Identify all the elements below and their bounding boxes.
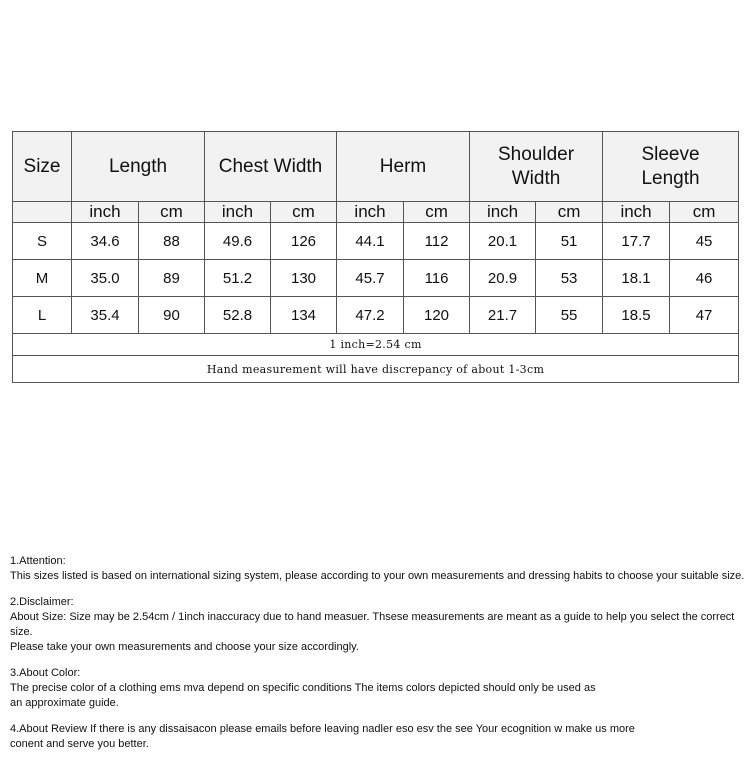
unit-cell: cm xyxy=(271,202,337,223)
header-shoulder-line1: Shoulder xyxy=(498,143,575,165)
unit-cell: inch xyxy=(72,202,139,223)
value-cell: 89 xyxy=(139,260,205,297)
unit-cell: cm xyxy=(404,202,470,223)
conversion-row xyxy=(13,334,739,356)
note-line: 4.About Review If there is any dissaisacon please emails before leaving nadler eso esv the see Your ecognition w make us more xyxy=(10,723,635,735)
header-length: Length xyxy=(72,132,205,202)
unit-cell: cm xyxy=(670,202,739,223)
table-row xyxy=(13,260,739,297)
header-sleeve-line2: Length xyxy=(641,167,700,189)
note-title: 3.About Color: xyxy=(10,667,81,679)
value-cell: 47.2 xyxy=(337,297,404,334)
value-cell: 47 xyxy=(670,297,739,334)
value-cell: 45 xyxy=(670,223,739,260)
size-label: M xyxy=(13,260,72,297)
value-cell: 46 xyxy=(670,260,739,297)
value-cell: 55 xyxy=(536,297,603,334)
size-label: S xyxy=(13,223,72,260)
conversion-note: 1 inch=2.54 cm xyxy=(13,334,739,356)
table-row xyxy=(13,297,739,334)
header-herm: Herm xyxy=(337,132,470,202)
value-cell: 120 xyxy=(404,297,470,334)
value-cell: 90 xyxy=(139,297,205,334)
value-cell: 53 xyxy=(536,260,603,297)
header-row xyxy=(13,132,739,202)
value-cell: 18.5 xyxy=(603,297,670,334)
note-about-review xyxy=(10,722,745,752)
value-cell: 21.7 xyxy=(470,297,536,334)
value-cell: 52.8 xyxy=(205,297,271,334)
note-line: Please take your own measurements and choose your size accordingly. xyxy=(10,641,359,653)
unit-cell: cm xyxy=(139,202,205,223)
value-cell: 112 xyxy=(404,223,470,260)
value-cell: 45.7 xyxy=(337,260,404,297)
header-shoulder-width xyxy=(470,132,603,202)
value-cell: 20.9 xyxy=(470,260,536,297)
value-cell: 134 xyxy=(271,297,337,334)
header-sleeve-length xyxy=(603,132,739,202)
value-cell: 35.4 xyxy=(72,297,139,334)
note-attention xyxy=(10,554,745,584)
value-cell: 34.6 xyxy=(72,223,139,260)
discrepancy-note: Hand measurement will have discrepancy of about 1-3cm xyxy=(13,356,739,383)
note-line: About Size: Size may be 2.54cm / 1inch inaccuracy due to hand measuer. Thsese measurements are meant as a guide to help you select the correct size. xyxy=(10,611,735,638)
unit-cell: cm xyxy=(536,202,603,223)
unit-cell: inch xyxy=(470,202,536,223)
value-cell: 88 xyxy=(139,223,205,260)
units-row xyxy=(13,202,739,223)
note-disclaimer xyxy=(10,595,745,655)
value-cell: 44.1 xyxy=(337,223,404,260)
header-chest-width: Chest Width xyxy=(205,132,337,202)
note-about-color xyxy=(10,666,745,711)
unit-cell: inch xyxy=(603,202,670,223)
size-label: L xyxy=(13,297,72,334)
notes-section xyxy=(10,554,745,763)
value-cell: 20.1 xyxy=(470,223,536,260)
value-cell: 51 xyxy=(536,223,603,260)
note-title: 1.Attention: xyxy=(10,555,66,567)
value-cell: 126 xyxy=(271,223,337,260)
note-line: The precise color of a clothing ems mva depend on specific conditions The items colors depicted should only be used as xyxy=(10,682,596,694)
value-cell: 51.2 xyxy=(205,260,271,297)
value-cell: 35.0 xyxy=(72,260,139,297)
value-cell: 116 xyxy=(404,260,470,297)
unit-cell: inch xyxy=(337,202,404,223)
header-shoulder-line2: Width xyxy=(511,167,561,189)
unit-cell: inch xyxy=(205,202,271,223)
value-cell: 18.1 xyxy=(603,260,670,297)
note-title: 2.Disclaimer: xyxy=(10,596,74,608)
table-row xyxy=(13,223,739,260)
value-cell: 130 xyxy=(271,260,337,297)
note-line: conent and serve you better. xyxy=(10,738,149,750)
note-line: This sizes listed is based on international sizing system, please according to your own measurements and dressing habits to choose your suitable size. xyxy=(10,570,745,582)
header-sleeve-line1: Sleeve xyxy=(641,143,700,165)
header-size: Size xyxy=(13,132,72,202)
note-line: an approximate guide. xyxy=(10,697,119,709)
value-cell: 49.6 xyxy=(205,223,271,260)
discrepancy-row xyxy=(13,356,739,383)
value-cell: 17.7 xyxy=(603,223,670,260)
units-blank xyxy=(13,202,72,223)
size-chart-table xyxy=(12,131,739,383)
